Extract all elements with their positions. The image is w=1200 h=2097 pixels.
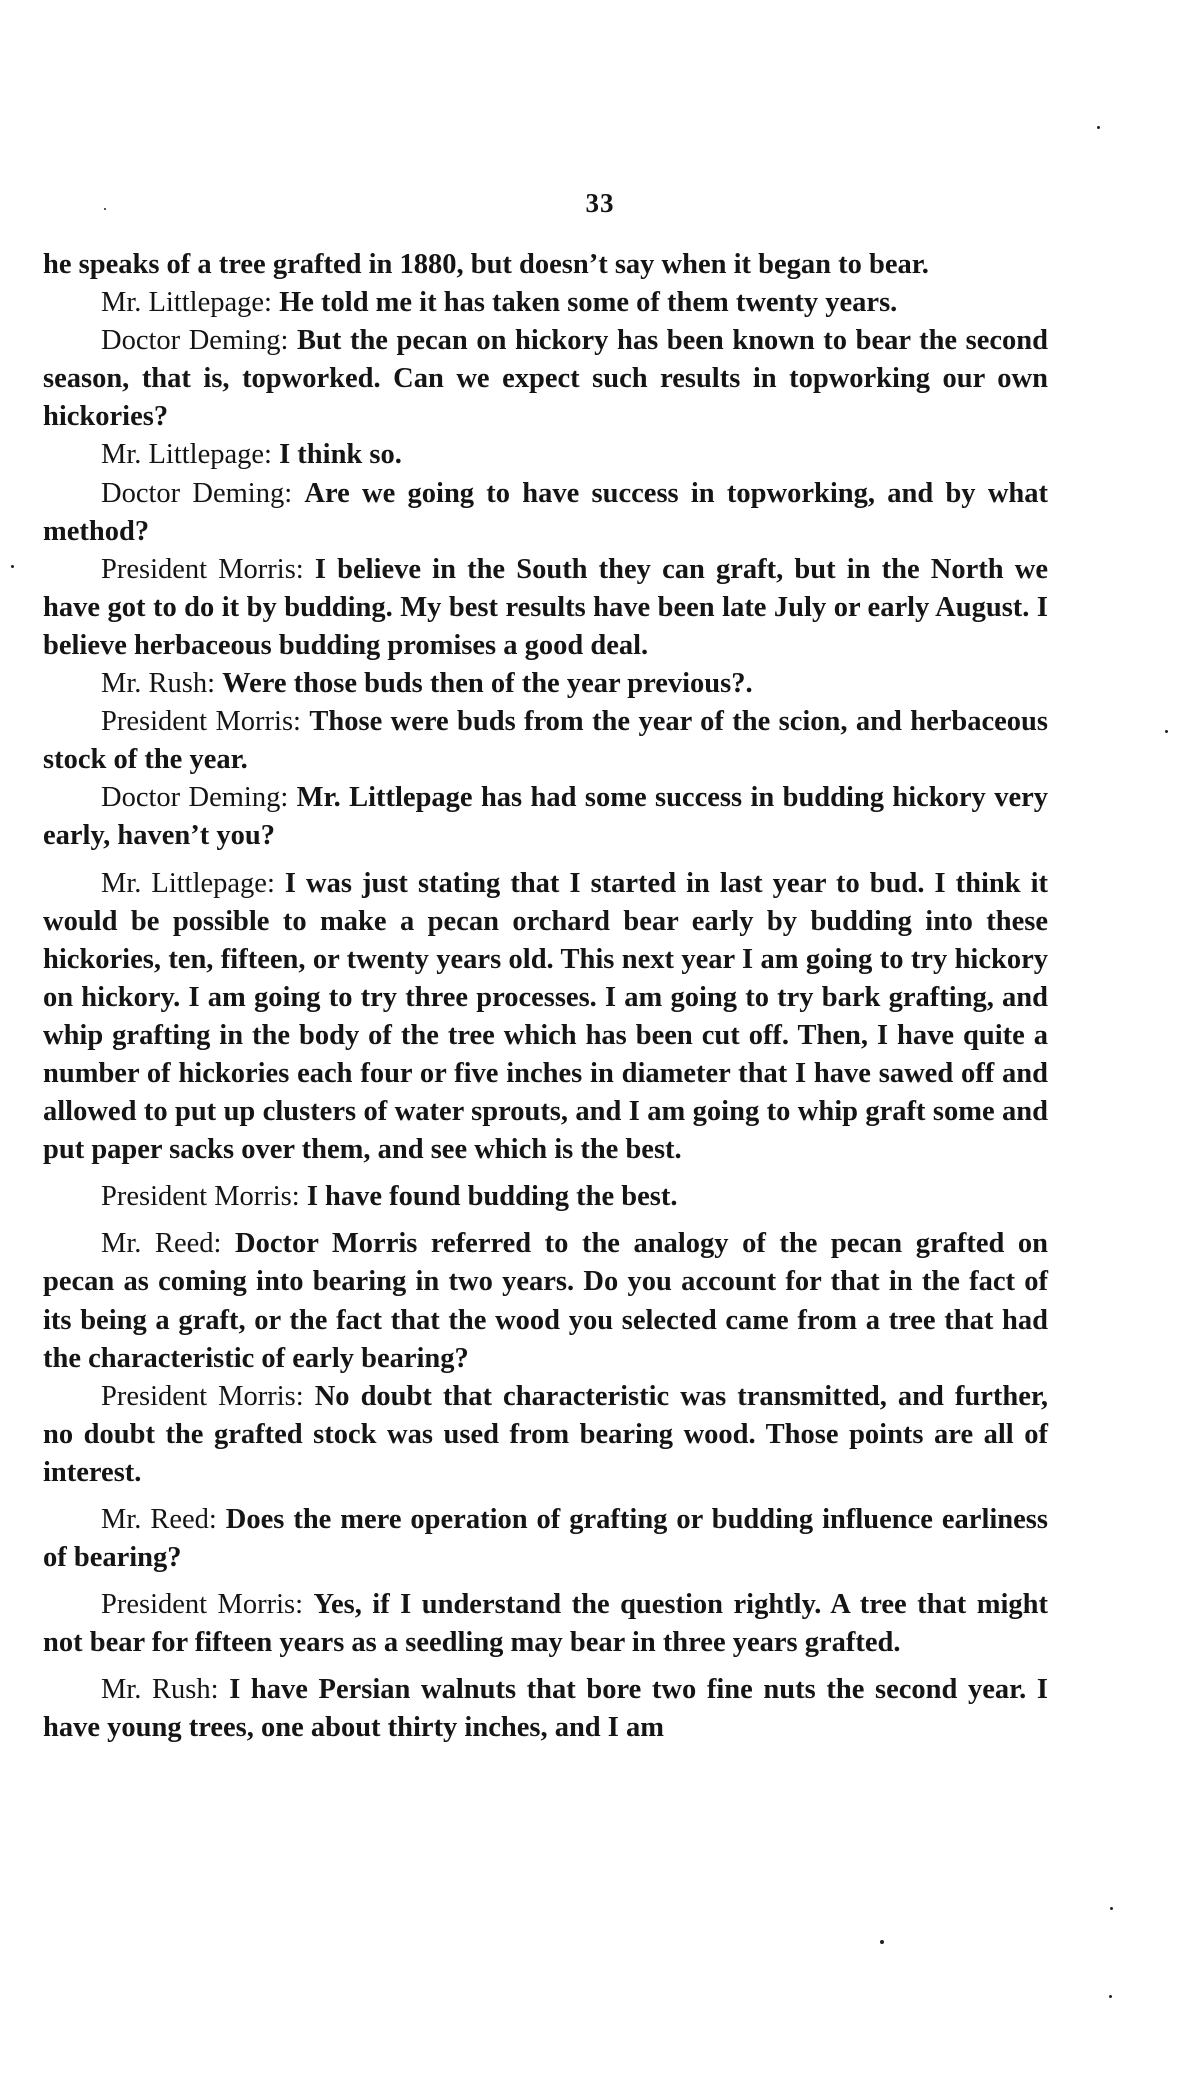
exchange-paragraph [43, 703, 1048, 779]
speaker-name: President Morris: [101, 1181, 300, 1213]
page-number: 33 [585, 188, 615, 218]
speaker-name: President Morris: [101, 1380, 304, 1412]
exchange-paragraph [43, 475, 1048, 551]
speech-text: He told me it has taken some of them twenty years. [279, 287, 898, 319]
speech-text: Doctor Morris referred to the analogy of the pecan grafted on pecan as coming into bearing in two years. Do you account for that in the fact of its being a graft, or the fact that the wood you selected came from a tree that had the characteristic of early bearing? [43, 1228, 1048, 1374]
scan-speck [11, 565, 14, 568]
speech-text: Yes, if I understand the question rightly. A tree that might not bear for fifteen years as a seedling may bear in three years grafted. [43, 1589, 1048, 1659]
exchange-paragraph [43, 322, 1048, 436]
scan-speck [1109, 1995, 1112, 1998]
speaker-name: President Morris: [101, 1589, 304, 1621]
exchange-paragraph [43, 1586, 1048, 1662]
speech-text: I have found budding the best. [306, 1181, 678, 1213]
speaker-name: Mr. Littlepage: [101, 287, 272, 319]
speaker-name: President Morris: [101, 553, 304, 585]
speaker-name: Mr. Rush: [101, 668, 216, 700]
paragraph-text: he speaks of a tree grafted in 1880, but doesn’t say when it began to bear. [43, 249, 929, 280]
speech-text: Those were buds from the year of the scion, and herbaceous stock of the year. [43, 706, 1049, 776]
speech-text: I believe in the South they can graft, but in the North we have got to do it by budding. My best results have been late July or early August. I believe herbaceous budding promises a good deal. [43, 553, 1049, 661]
speech-text: I have Persian walnuts that bore two fine nuts the second year. I have young trees, one about thirty inches, and I am [43, 1674, 1049, 1744]
body-text [43, 246, 1048, 1748]
speech-text: No doubt that characteristic was transmitted, and further, no doubt the grafted stock was used from bearing wood. Those points are all of interest. [43, 1380, 1049, 1488]
exchange-paragraph [43, 551, 1048, 665]
exchange-paragraph [43, 1378, 1048, 1492]
exchange-paragraph [43, 779, 1048, 855]
speaker-name: Mr. Littlepage: [101, 439, 272, 471]
opening-paragraph [43, 246, 1048, 284]
exchange-paragraph [43, 436, 1048, 474]
exchange-paragraph [43, 1501, 1048, 1577]
speech-text: I think so. [279, 439, 402, 471]
speaker-name: Doctor Deming: [101, 782, 289, 814]
exchange-paragraph [43, 1671, 1048, 1747]
speech-text: Mr. Littlepage has had some success in budding hickory very early, haven’t you? [43, 782, 1048, 852]
speaker-name: Mr. Reed: [101, 1504, 217, 1535]
speaker-name: Mr. Rush: [101, 1674, 219, 1706]
scan-speck [1097, 126, 1100, 129]
exchange-paragraph [43, 284, 1048, 322]
exchange-paragraph [43, 1225, 1048, 1377]
speech-text: Does the mere operation of grafting or budding influence earliness of bearing? [43, 1504, 1048, 1574]
exchange-paragraph [43, 665, 1048, 703]
speaker-name: Mr. Littlepage: [101, 867, 275, 899]
speech-text: I was just stating that I started in last year to bud. I think it would be possible to make a pecan orchard bear early by budding into these hickories, ten, fifteen, or twenty years old. This next year I am going to try hickory on hickory. I am going to try three processes. I am going to try bark grafting, and whip grafting in the body of the tree which has been cut off. Then, I have quite a number of hickories each four or five inches in diameter that I have sawed off and allowed to put up clusters of water sprouts, and I am going to whip graft some and put paper sacks over them, and see which is the best. [43, 867, 1049, 1166]
speaker-name: Doctor Deming: [101, 477, 293, 509]
speaker-name: Doctor Deming: [101, 325, 289, 357]
speech-text: Were those buds then of the year previous?. [222, 668, 753, 700]
speaker-name: Mr. Reed: [101, 1228, 222, 1260]
speech-text: But the pecan on hickory has been known to bear the second season, that is, topworked. Can we expect such results in topworking our own hickories? [43, 325, 1048, 433]
exchange-paragraph [43, 865, 1048, 1170]
scan-speck [1110, 1907, 1113, 1910]
scan-speck [104, 208, 106, 210]
exchange-paragraph [43, 1178, 1048, 1216]
speech-text: Are we going to have success in topworking, and by what method? [43, 477, 1048, 547]
scan-speck [880, 1940, 884, 1944]
speaker-name: President Morris: [101, 706, 301, 738]
scan-speck [1165, 730, 1168, 733]
